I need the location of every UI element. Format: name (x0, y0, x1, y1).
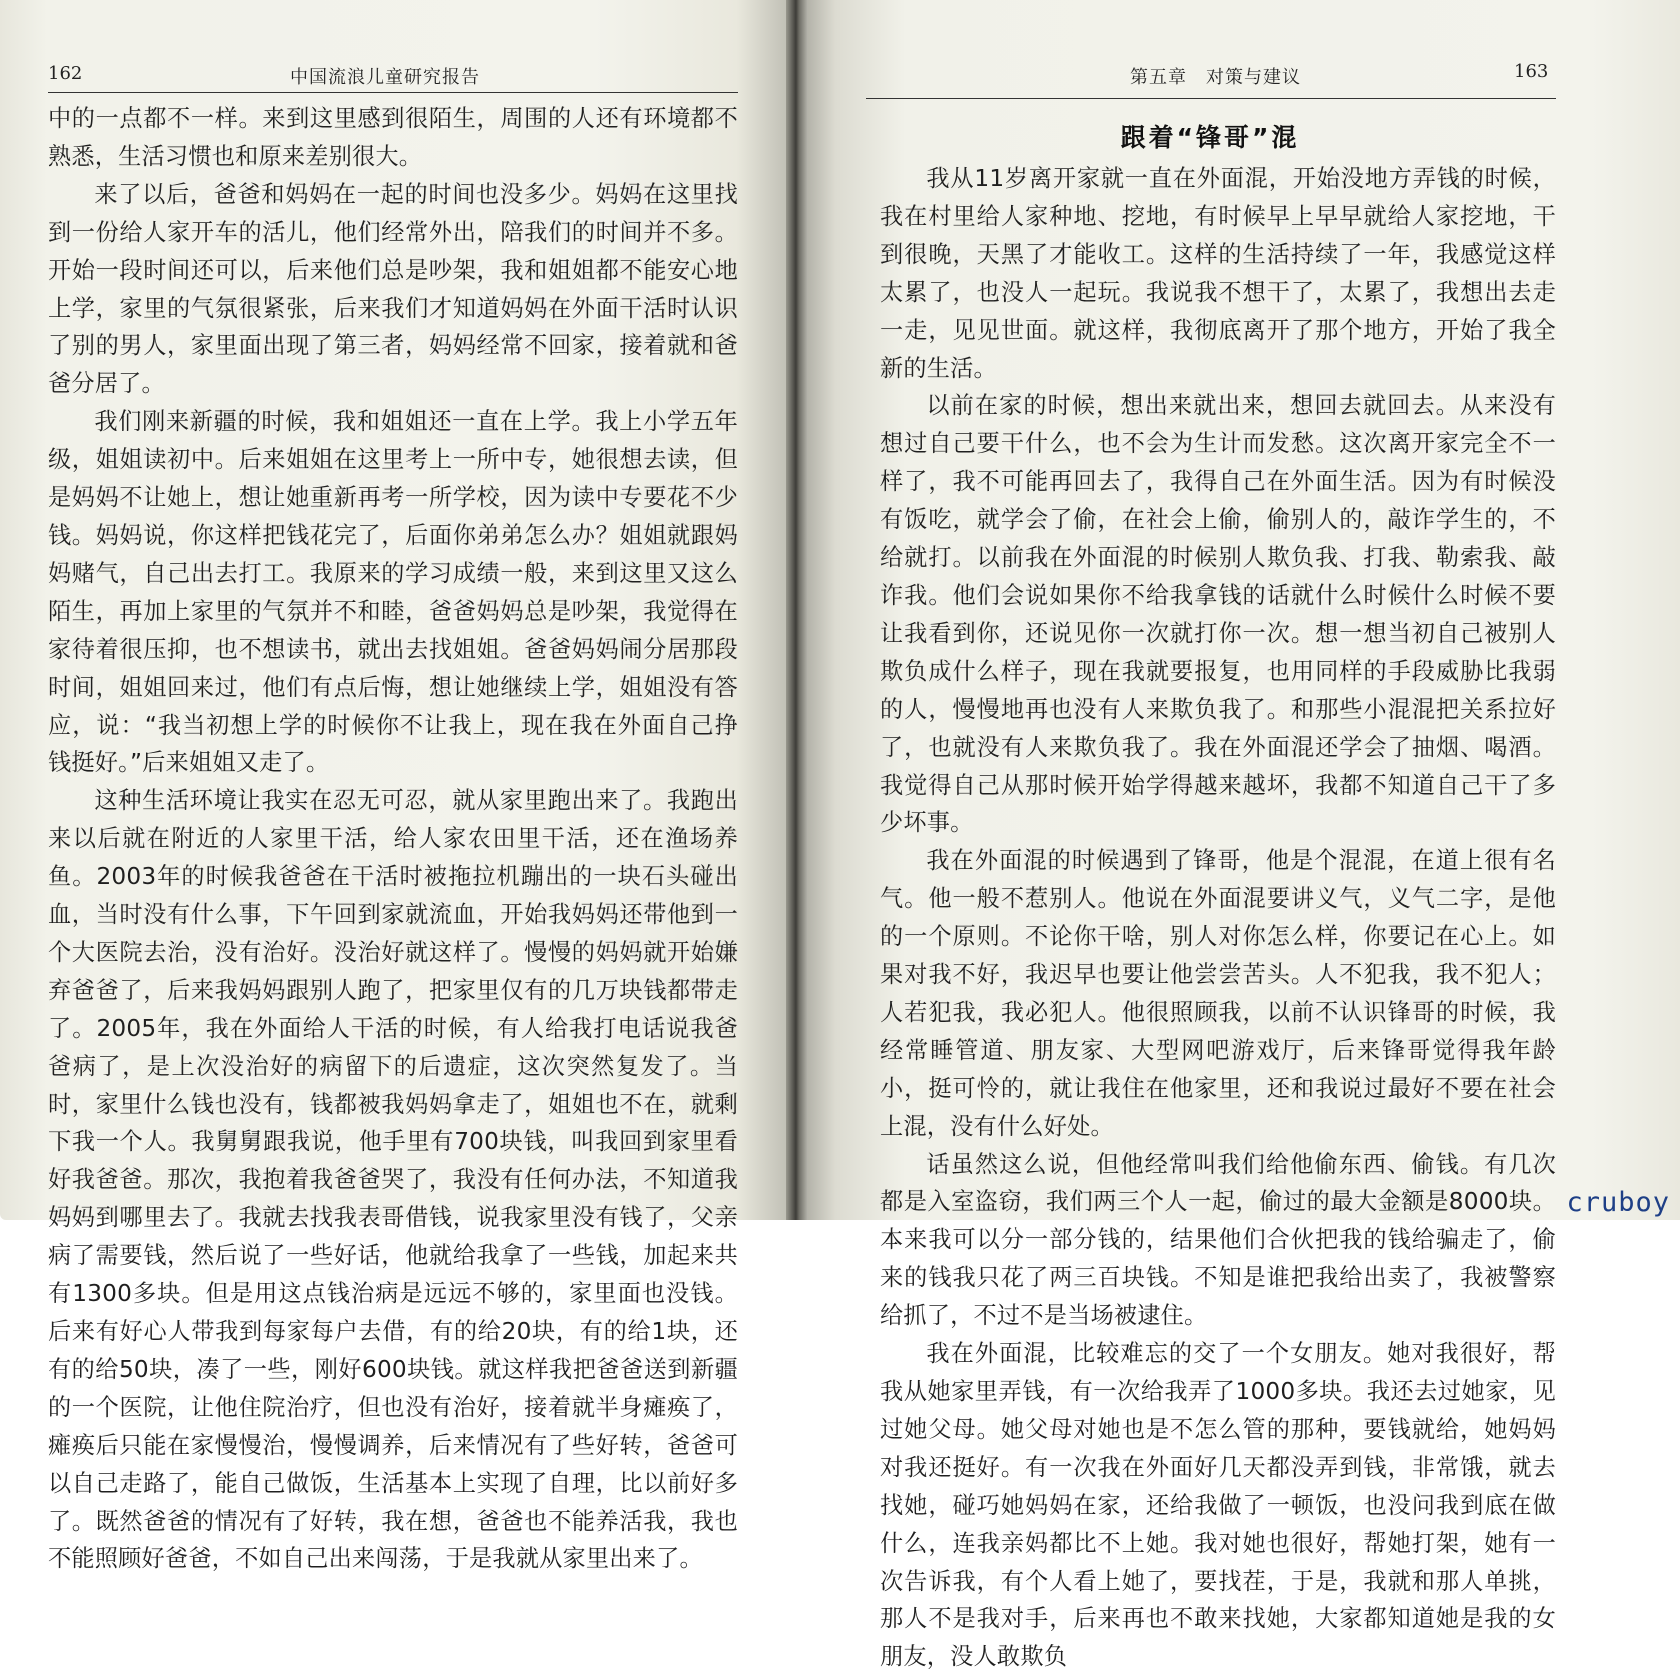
right-page-number: 163 (1514, 61, 1549, 82)
left-header-rule (48, 92, 738, 93)
left-running-title: 中国流浪儿童研究报告 (290, 67, 480, 88)
left-paragraph: 来了以后，爸爸和妈妈在一起的时间也没多少。妈妈在这里找到一份给人家开车的活儿，他们经常外出，陪我们的时间并不多。开始一段时间还可以，后来他们总是吵架，我和姐姐都不能安心地上学，家里的气氛很紧张，后来我们才知道妈妈在外面干活时认识了别的男人，家里面出现了第三者，妈妈经常不回家，接着就和爸爸分居了。 (48, 180, 738, 398)
watermark-text: cruboy (1566, 1187, 1670, 1218)
section-title: 跟着“锋哥”混 (1120, 123, 1300, 152)
right-paragraph: 话虽然这么说，但他经常叫我们给他偷东西、偷钱。有几次都是入室盗窃，我们两三个人一起，偷过的最大金额是8000块。本来我可以分一部分钱的，结果他们合伙把我的钱给骗走了，偷来的钱我只花了两三百块钱。不知是谁把我给出卖了，我被警察给抓了，不过不是当场被逮住。 (880, 1150, 1556, 1330)
right-header-rule (866, 98, 1556, 99)
left-paragraph: 我们刚来新疆的时候，我和姐姐还一直在上学。我上小学五年级，姐姐读初中。后来姐姐在这里考上一所中专，她很想去读，但是妈妈不让她上，想让她重新再考一所学校，因为读中专要花不少钱。妈妈说，你这样把钱花完了，后面你弟弟怎么办？姐姐就跟妈妈赌气，自己出去打工。我原来的学习成绩一般，来到这里又这么陌生，再加上家里的气氛并不和睦，爸爸妈妈总是吵架，我觉得在家待着很压抑，也不想读书，就出去找姐姐。爸爸妈妈闹分居那段时间，姐姐回来过，他们有点后悔，想让她继续上学，姐姐没有答应，说：“我当初想上学的时候你不让我上，现在我在外面自己挣钱挺好。”后来姐姐又走了。 (48, 408, 738, 777)
right-body-text (880, 160, 1556, 1676)
left-page-number: 162 (48, 63, 83, 84)
right-running-title: 第五章 对策与建议 (1130, 67, 1301, 88)
book-gutter (786, 0, 808, 1220)
right-paragraph: 我在外面混，比较难忘的交了一个女朋友。她对我很好，帮我从她家里弄钱，有一次给我弄了1000多块。我还去过她家，见过她父母。她父母对她也是不怎么管的那种，要钱就给，她妈妈对我还挺好。有一次我在外面好几天都没弄到钱，非常饿，就去找她，碰巧她妈妈在家，还给我做了一顿饭，也没问我到底在做什么，连我亲妈都比不上她。我对她也很好，帮她打架，她有一次告诉我，有个人看上她了，要找茬，于是，我就和那人单挑，那人不是我对手，后来再也不敢来找她，大家都知道她是我的女朋友，没人敢欺负 (880, 1340, 1556, 1671)
left-paragraph: 中的一点都不一样。来到这里感到很陌生，周围的人还有环境都不熟悉，生活习惯也和原来差别很大。 (48, 105, 738, 170)
left-body-text (48, 100, 738, 1578)
left-page (0, 0, 792, 1573)
right-paragraph: 以前在家的时候，想出来就出来，想回去就回去。从来没有想过自己要干什么，也不会为生计而发愁。这次离开家完全不一样了，我不可能再回去了，我得自己在外面生活。因为有时候没有饭吃，就学会了偷，在社会上偷，偷别人的，敲诈学生的，不给就打。以前我在外面混的时候别人欺负我、打我、勒索我、敲诈我。他们会说如果你不给我拿钱的话就什么时候什么时候不要让我看到你，还说见你一次就打你一次。想一想当初自己被别人欺负成什么样子，现在我就要报复，也用同样的手段威胁比我弱的人，慢慢地再也没有人来欺负我了。和那些小混混把关系拉好了，也就没有人来欺负我了。我在外面混还学会了抽烟、喝酒。我觉得自己从那时候开始学得越来越坏，我都不知道自己干了多少坏事。 (880, 392, 1556, 837)
left-paragraph: 这种生活环境让我实在忍无可忍，就从家里跑出来了。我跑出来以后就在附近的人家里干活，给人家农田里干活，还在渔场养鱼。2003年的时候我爸爸在干活时被拖拉机蹦出的一块石头碰出血，当时没有什么事，下午回到家就流血，开始我妈妈还带他到一个大医院去治，没有治好。没治好就这样了。慢慢的妈妈就开始嫌弃爸爸了，后来我妈妈跟别人跑了，把家里仅有的几万块钱都带走了。2005年，我在外面给人干活的时候，有人给我打电话说我爸爸病了，是上次没治好的病留下的后遗症，这次突然复发了。当时，家里什么钱也没有，钱都被我妈妈拿走了，姐姐也不在，就剩下我一个人。我舅舅跟我说，他手里有700块钱，叫我回到家里看好我爸爸。那次，我抱着我爸爸哭了，我没有任何办法，不知道我妈妈到哪里去了。我就去找我表哥借钱，说我家里没有钱了，父亲病了需要钱，然后说了一些好话，他就给我拿了一些钱，加起来共有1300多块。但是用这点钱治病是远远不够的，家里面也没钱。后来有好心人带我到每家每户去借，有的给20块，有的给1块，还有的给50块，凑了一些，刚好600块钱。就这样我把爸爸送到新疆的一个医院，让他住院治疗，但也没有治好，接着就半身瘫痪了，瘫痪后只能在家慢慢治，慢慢调养，后来情况有了些好转，爸爸可以自己走路了，能自己做饭，生活基本上实现了自理，比以前好多了。既然爸爸的情况有了好转，我在想，爸爸也不能养活我，我也不能照顾好爸爸，不如自己出来闯荡，于是我就从家里出来了。 (48, 787, 738, 1573)
right-paragraph: 我从11岁离开家就一直在外面混，开始没地方弄钱的时候，我在村里给人家种地、挖地，有时候早上早早就给人家挖地，干到很晚，天黑了才能收工。这样的生活持续了一年，我感觉这样太累了，也没人一起玩。我说我不想干了，太累了，我想出去走一走，见见世面。就这样，我彻底离开了那个地方，开始了我全新的生活。 (880, 165, 1556, 382)
right-paragraph: 我在外面混的时候遇到了锋哥，他是个混混，在道上很有名气。他一般不惹别人。他说在外面混要讲义气，义气二字，是他的一个原则。不论你干啥，别人对你怎么样，你要记在心上。如果对我不好，我迟早也要让他尝尝苦头。人不犯我，我不犯人；人若犯我，我必犯人。他很照顾我，以前不认识锋哥的时候，我经常睡管道、朋友家、大型网吧游戏厅，后来锋哥觉得我年龄小，挺可怜的，就让我住在他家里，还和我说过最好不要在社会上混，没有什么好处。 (880, 847, 1556, 1140)
